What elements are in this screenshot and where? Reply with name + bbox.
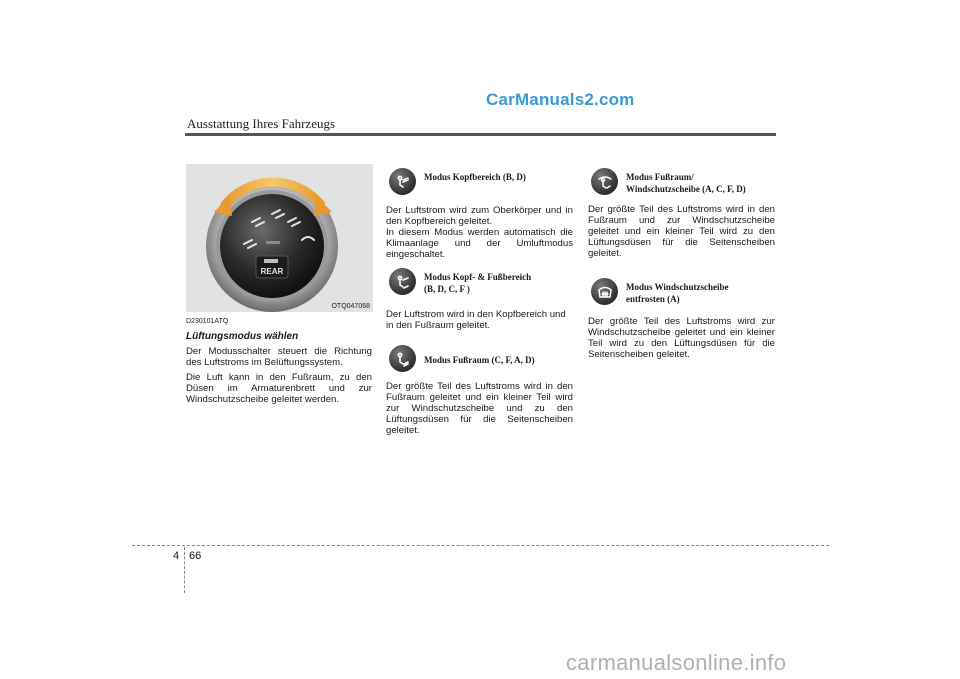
- floor-defrost-mode-label-line1: Modus Fußraum/: [626, 172, 694, 182]
- mode-knob-illustration: [186, 164, 373, 312]
- watermark-carmanuals2: CarManuals2.com: [486, 90, 635, 109]
- floor-defrost-mode-label: [626, 171, 746, 195]
- section-code: D230101ATQ: [186, 318, 229, 325]
- floor-mode-text: Der größte Teil des Luftstroms wird in den Fußraum geleitet und ein kleiner Teil wird zur Windschutzscheibe und zu den Lüftungsdüsen für die Seitenscheiben geleitet.: [386, 381, 573, 436]
- face-mode-text: Der Luftstrom wird zum Oberkörper und in den Kopfbereich geleitet. In diesem Modus werden automatisch die Klimaanlage und der Umluftmodus eingeschaltet.: [386, 205, 573, 260]
- face-mode-text-block: [386, 205, 573, 264]
- defrost-mode-label-line2: entfrosten (A): [626, 294, 680, 304]
- face-mode-label: Modus Kopfbereich (B, D): [424, 172, 526, 182]
- floor-mode-label: Modus Fußraum (C, F, A, D): [424, 355, 535, 365]
- face-mode-icon: [389, 168, 416, 195]
- header-rule: [185, 133, 776, 136]
- mode-head-bilevel: [389, 268, 531, 295]
- defrost-mode-text-block: [588, 316, 775, 364]
- mode-head-defrost: [591, 278, 728, 305]
- intro-paragraph-2: Die Luft kann in den Fußraum, zu den Düsen im Armaturenbrett und zur Windschutzscheibe geleitet werden.: [186, 372, 372, 405]
- defrost-mode-text: Der größte Teil des Luftstroms wird zur Windschutzscheibe geleitet und ein kleiner Teil wird zu den Lüftungsdüsen für die Seitenscheiben geleitet.: [588, 316, 775, 360]
- rear-button-label: REAR: [260, 267, 284, 276]
- column-1: [186, 316, 372, 409]
- mode-head-floor-defrost: [591, 168, 746, 195]
- bilevel-mode-icon: [389, 268, 416, 295]
- floor-mode-icon: [389, 345, 416, 372]
- chapter-number: 4: [173, 550, 180, 562]
- bilevel-mode-label: [424, 271, 531, 295]
- footer-vertical-rule: [184, 547, 185, 593]
- mode-head-face: [389, 168, 526, 195]
- bilevel-mode-label-line2: (B, D, C, F ): [424, 284, 470, 294]
- bilevel-mode-label-line1: Modus Kopf- & Fußbereich: [424, 272, 532, 282]
- section-title: Lüftungsmodus wählen: [186, 331, 299, 342]
- mode-knob-photo: [186, 164, 373, 312]
- page-number: 66: [189, 550, 202, 562]
- defrost-mode-icon: [591, 278, 618, 305]
- floor-defrost-mode-label-line2: Windschutzscheibe (A, C, F, D): [626, 184, 746, 194]
- floor-mode-text-block: [386, 381, 573, 440]
- bilevel-mode-text: Der Luftstrom wird in den Kopfbereich und in den Fußraum geleitet.: [386, 309, 566, 331]
- floor-defrost-mode-text-block: [588, 204, 775, 263]
- bilevel-mode-text-block: [386, 309, 573, 335]
- floor-defrost-mode-text: Der größte Teil des Luftstroms wird in den Fußraum und zur Windschutzscheibe geleitet und ein kleiner Teil wird zu den Lüftungsdüsen für die Seitenscheiben geleitet.: [588, 204, 775, 259]
- footer-rule: [132, 545, 829, 546]
- page-header-title: Ausstattung Ihres Fahrzeugs: [187, 116, 336, 131]
- intro-paragraph-1: Der Modusschalter steuert die Richtung des Luftstroms im Belüftungssystem.: [186, 346, 372, 368]
- floor-defrost-mode-icon: [591, 168, 618, 195]
- defrost-mode-label: [626, 281, 728, 305]
- mode-head-floor: [389, 345, 535, 372]
- watermark-carmanualsonline: carmanualsonline.info: [566, 650, 787, 675]
- defrost-mode-label-line1: Modus Windschutzscheibe: [626, 282, 729, 292]
- photo-code: OTQ047068: [331, 303, 370, 310]
